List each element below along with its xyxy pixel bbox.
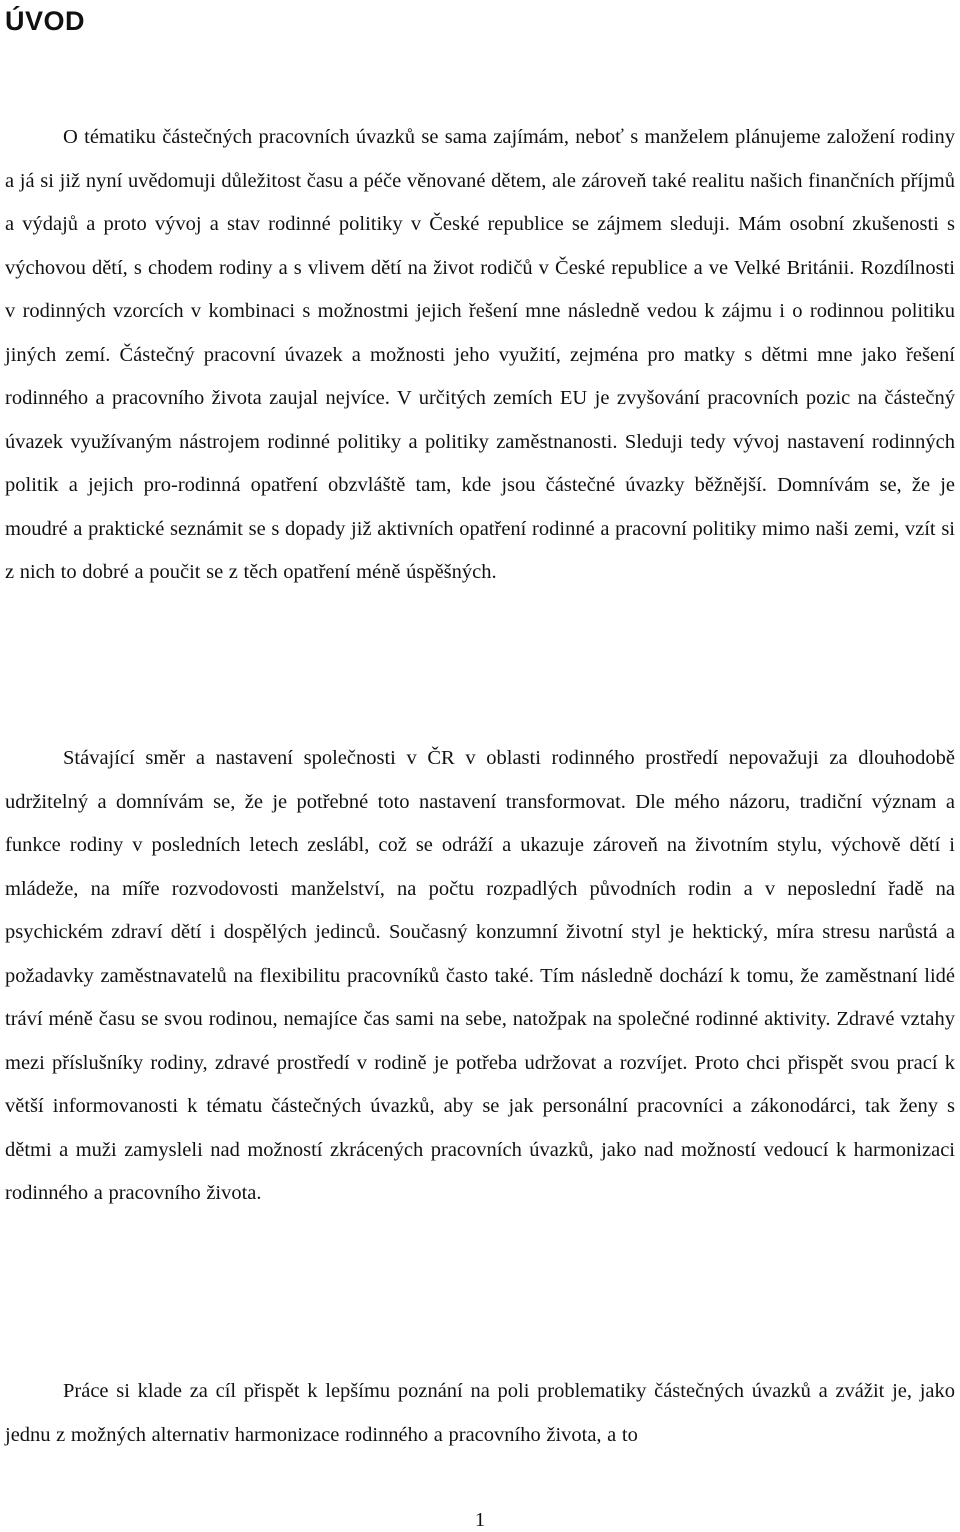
paragraph-motivation: O tématiku částečných pracovních úvazků se sama zajímám, neboť s manželem plánujeme založení rodiny a já si již nyní uvědomuji důležitost času a péče věnované dětem, ale zároveň také realitu našich finančních příjmů a výdajů a proto vývoj a stav rodinné politiky v České republice se zájmem sleduji. Mám osobní zkušenosti s výchovou dětí, s chodem rodiny a s vlivem dětí na život rodičů v České republice a ve Velké Británii. Rozdílnosti v rodinných vzorcích v kombinaci s možnostmi jejich řešení mne následně vedou k zájmu i o rodinnou politiku jiných zemí. Částečný pracovní úvazek a možnosti jeho využití, zejména pro matky s dětmi mne jako řešení rodinného a pracovního života zaujal nejvíce. V určitých zemích EU je zvyšování pracovních pozic na částečný úvazek využívaným nástrojem rodinné politiky a politiky zaměstnanosti. Sleduji tedy vývoj nastavení rodinných politik a jejich pro-rodinná opatření obzvláště tam, kde jsou částečné úvazky běžnější. Domnívám se, že je moudré a praktické seznámit se s dopady již aktivních opatření rodinné a pracovní politiky mimo naši zemi, vzít si z nich to dobré a poučit se z těch opatření méně úspěšných. [5,126,955,583]
page-number: 1 [474,1509,486,1531]
chapter-heading: ÚVOD [5,6,86,36]
paragraph-current-state: Stávající směr a nastavení společnosti v ČR v oblasti rodinného prostředí nepovažuji za dlouhodobě udržitelný a domnívám se, že je potřebné toto nastavení transformovat. Dle mého názoru, tradiční význam a funkce rodiny v posledních letech zeslábl, což se odráží a ukazuje zároveň na životním stylu, výchově dětí i mládeže, na míře rozvodovosti manželství, na počtu rozpadlých původních rodin a v neposlední řadě na psychickém zdraví dětí i dospělých jedinců. Současný konzumní životní styl je hektický, míra stresu narůstá a požadavky zaměstnavatelů na flexibilitu pracovníků často také. Tím následně dochází k tomu, že zaměstnaní lidé tráví méně času se svou rodinou, nemajíce čas sami na sebe, natožpak na společné rodinné aktivity. Zdravé vztahy mezi příslušníky rodiny, zdravé prostředí v rodině je potřeba udržovat a rozvíjet. Proto chci přispět svou prací k větší informovanosti k tématu částečných úvazků, aby se jak personální pracovníci a zákonodárci, tak ženy s dětmi a muži zamysleli nad možností zkrácených pracovních úvazků, jako nad možností vedoucí k harmonizaci rodinného a pracovního života. [5,747,955,1204]
paragraph-aim: Práce si klade za cíl přispět k lepšímu poznání na poli problematiky částečných úvazků a zvážit je, jako jednu z možných alternativ harmonizace rodinného a pracovního života, a to [5,1380,955,1446]
